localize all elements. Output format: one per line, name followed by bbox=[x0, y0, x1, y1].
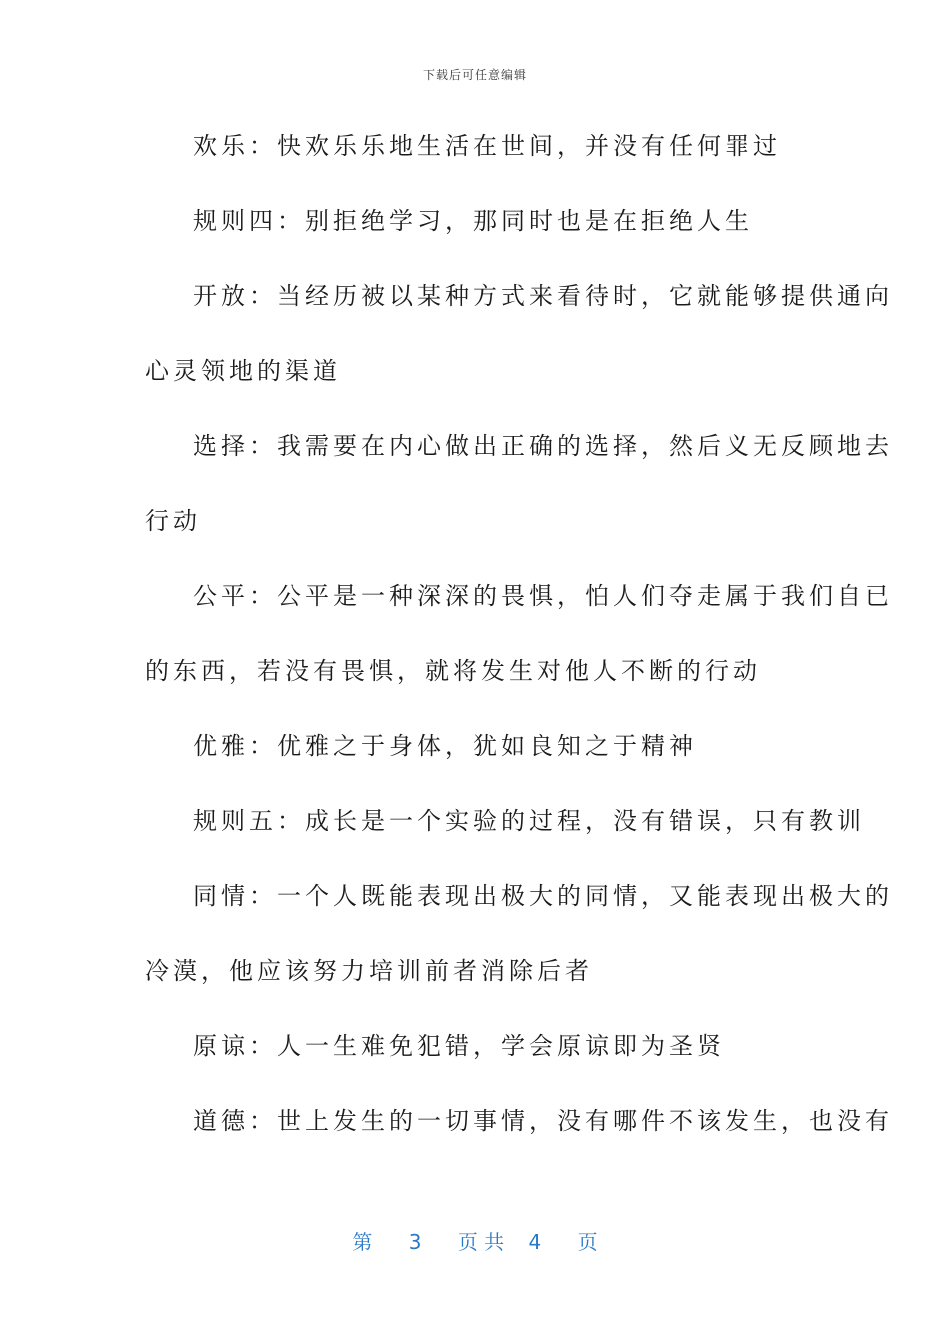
document-body bbox=[145, 126, 893, 1176]
paragraph-line: 冷漠，他应该努力培训前者消除后者 bbox=[145, 957, 593, 985]
footer-suffix: 页 bbox=[577, 1230, 598, 1254]
paragraph-line: 规则四：别拒绝学习，那同时也是在拒绝人生 bbox=[193, 207, 753, 235]
paragraph-line: 选择：我需要在内心做出正确的选择，然后义无反顾地去 bbox=[193, 432, 893, 460]
total-pages-number: 4 bbox=[528, 1230, 542, 1254]
paragraph-line: 的东西，若没有畏惧，就将发生对他人不断的行动 bbox=[145, 657, 761, 685]
paragraph-line: 欢乐：快欢乐乐地生活在世间，并没有任何罪过 bbox=[193, 132, 781, 160]
current-page-number: 3 bbox=[408, 1230, 422, 1254]
footer-middle: 页 共 bbox=[457, 1230, 505, 1254]
paragraph-line: 行动 bbox=[145, 507, 201, 535]
paragraph-line: 规则五：成长是一个实验的过程，没有错误，只有教训 bbox=[193, 807, 865, 835]
paragraph-line: 道德：世上发生的一切事情，没有哪件不该发生，也没有 bbox=[193, 1107, 893, 1135]
paragraph-line: 公平：公平是一种深深的畏惧，怕人们夺走属于我们自已 bbox=[193, 582, 893, 610]
footer-prefix: 第 bbox=[352, 1230, 373, 1254]
paragraph-line: 同情：一个人既能表现出极大的同情，又能表现出极大的 bbox=[193, 882, 893, 910]
paragraph-line: 优雅：优雅之于身体，犹如良知之于精神 bbox=[193, 732, 697, 760]
page-header: 下载后可任意编辑 bbox=[422, 68, 527, 82]
paragraph-line: 心灵领地的渠道 bbox=[145, 357, 341, 385]
paragraph-line: 原谅：人一生难免犯错，学会原谅即为圣贤 bbox=[193, 1032, 725, 1060]
paragraph-line: 开放：当经历被以某种方式来看待时，它就能够提供通向 bbox=[193, 282, 893, 310]
page-footer bbox=[0, 1226, 950, 1255]
